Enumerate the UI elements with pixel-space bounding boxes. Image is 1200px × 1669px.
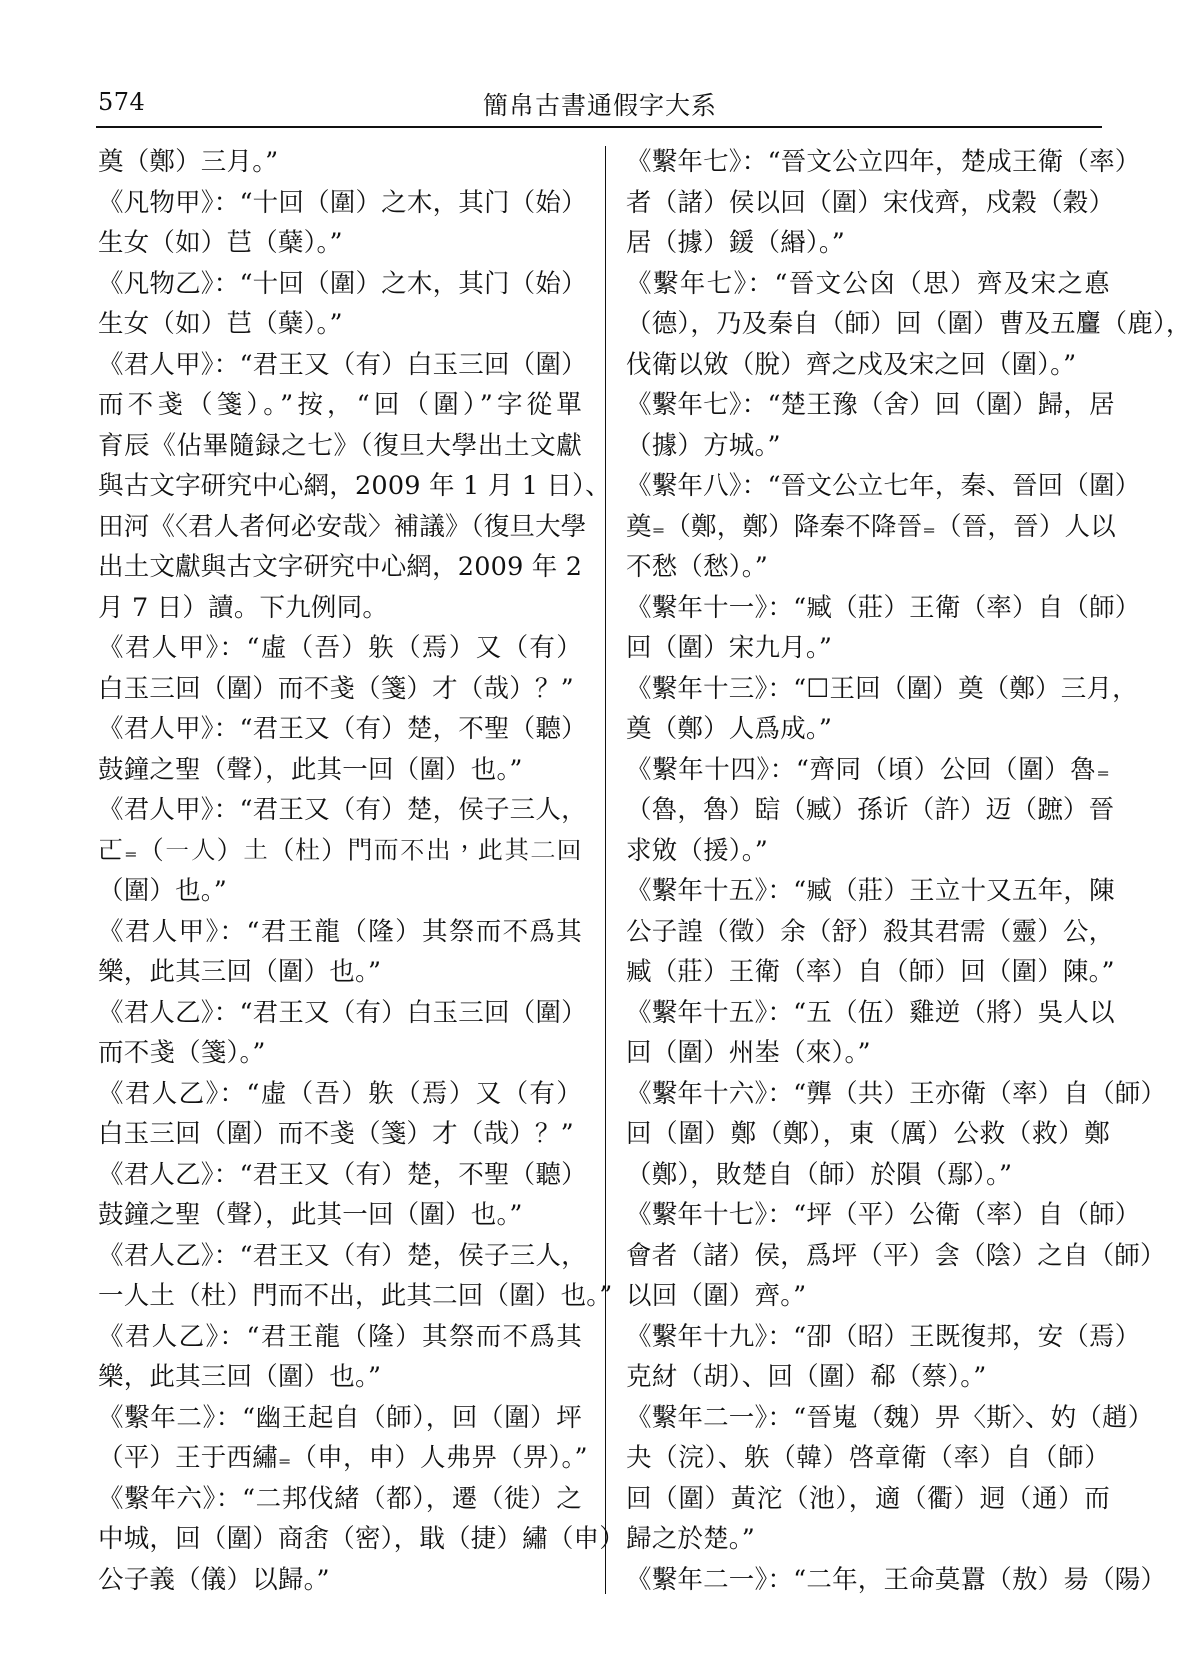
text-line: 奠₌（鄭，鄭）降秦不降晉₌（晉，晉）人以 <box>626 511 1116 542</box>
text-line: 白玉三回（圍）而不戔（箋）才（哉）？” <box>98 1119 574 1149</box>
text-line: 《繫年七》：“楚王豫（舍）回（圍）歸，居 <box>626 390 1115 420</box>
text-line: 月 7 日）讀。下九例同。 <box>98 592 389 623</box>
text-line: 鼓鐘之聖（聲），此其一回（圍）也。” <box>98 754 523 785</box>
right-column <box>626 142 1192 1600</box>
text-line: 《君人甲》：“君王又（有）楚，侯子三人， <box>98 795 587 825</box>
text-line: 育辰《佔畢隨録之七》（復旦大學出土文獻 <box>98 430 582 461</box>
text-line: 中城，回（圍）商峹（密），戢（捷）繡（申） <box>98 1524 625 1554</box>
text-line: （圍）也。” <box>98 876 227 906</box>
text-line: 公子諻（徵）余（舒）殺其君需（靈）公， <box>626 916 1115 947</box>
text-line: 《君人乙》：“君王龍（隆）其祭而不爲其 <box>98 1321 582 1352</box>
text-line: 《君人乙》：“虛（吾）䠶（焉）又（有） <box>98 1078 582 1109</box>
text-line: 而不戔（箋）。” <box>98 1038 266 1068</box>
text-line: 奠（鄭）人爲成。” <box>626 714 833 744</box>
text-line: 《繫年十四》：“齊同（頃）公回（圍）魯₌ <box>626 754 1110 785</box>
text-line: 《君人乙》：“君王又（有）楚，侯子三人， <box>98 1240 587 1271</box>
text-line: 樂，此其三回（圍）也。” <box>98 1362 382 1392</box>
text-line: 一人土（杜）門而不出，此其二回（圍）也。” <box>98 1281 613 1311</box>
text-line: 生女（如）𦬊（蘖）。” <box>98 228 343 258</box>
text-line: 樂，此其三回（圍）也。” <box>98 957 382 987</box>
text-line: 鼓鐘之聖（聲），此其一回（圍）也。” <box>98 1200 523 1230</box>
text-line: 《君人甲》：“君王又（有）白玉三回（圍） <box>98 349 587 380</box>
text-line: 公子義（儀）以歸。” <box>98 1564 330 1595</box>
text-line: 《繫年十一》：“臧（莊）王衛（率）自（師） <box>626 592 1141 623</box>
text-line: 居（據）鍰（緡）。” <box>626 228 846 258</box>
text-line: 不愁（愁）。” <box>626 552 768 582</box>
text-line: 田河《〈君人者何必安哉〉補議》（復旦大學 <box>98 511 587 542</box>
text-line: 臧（莊）王衛（率）自（師）回（圍）陳。” <box>626 957 1115 987</box>
text-line: 《君人甲》：“君王又（有）楚，不聖（聽） <box>98 714 587 744</box>
text-line: 《君人乙》：“君王又（有）楚，不聖（聽） <box>98 1159 587 1190</box>
text-line: （鄭），敗楚自（師）於隕（鄢）。” <box>626 1159 1013 1190</box>
text-line: 《繫年八》：“晉文公立七年，秦、晉回（圍） <box>626 471 1141 501</box>
text-line: 《繫年七》：“晉文公立四年，楚成王衛（率） <box>626 147 1141 177</box>
text-line: 克䊷（胡）、回（圍）郗（蔡）。” <box>626 1362 987 1392</box>
text-line: 伐衛以敓（脫）齊之戍及宋之回（圍）。” <box>626 349 1077 380</box>
text-line: 而不戔（箋）。”按，“回（圍）”字從單 <box>98 390 582 420</box>
text-line: 會者（諸）侯，爲坪（平）侌（陰）之自（師） <box>626 1240 1166 1271</box>
text-line: 《君人甲》：“虛（吾）䠶（焉）又（有） <box>98 633 582 663</box>
text-line: 《君人乙》：“君王又（有）白玉三回（圍） <box>98 997 587 1028</box>
text-line: 回（圍）宋九月。” <box>626 633 833 663</box>
text-line: 夬（浣）、䠶（韓）啓章衛（率）自（師） <box>626 1443 1110 1473</box>
text-line: （德），乃及秦自（師）回（圍）曹及五麠（鹿）， <box>626 309 1192 339</box>
running-title: 簡帛古書通假字大系 <box>482 91 717 120</box>
text-line: 《繫年二》：“幽王起自（師），回（圍）坪 <box>98 1402 582 1433</box>
text-line: 《繫年十七》：“坪（平）公衛（率）自（師） <box>626 1200 1141 1230</box>
text-line: 《繫年十五》：“臧（莊）王立十又五年，陳 <box>626 876 1115 906</box>
text-line: 《君人甲》：“君王龍（隆）其祭而不爲其 <box>98 916 582 947</box>
text-line: 𠀀₌（一人）土（杜）門而不出，此其二回 <box>98 835 582 866</box>
text-line: 《凡物甲》：“十回（圍）之木，其门（始） <box>98 187 587 218</box>
text-line: 《凡物乙》：“十回（圍）之木，其门（始） <box>98 268 587 299</box>
text-line: 《繫年二一》：“晉嵬（魏）畀〈斯〉、妁（趙） <box>626 1402 1154 1433</box>
text-line: 以回（圍）齊。” <box>626 1281 807 1311</box>
text-line: 生女（如）𦬊（蘖）。” <box>98 309 343 339</box>
text-line: 《繫年十九》：“卲（昭）王既復邦，安（焉） <box>626 1321 1141 1352</box>
text-line: 《繫年二一》：“二年，王命莫囂（敖）昜（陽） <box>626 1564 1167 1595</box>
text-line: 回（圍）黃沱（池），適（衢）迵（通）而 <box>626 1483 1110 1514</box>
text-line: 《繫年十五》：“五（伍）雞逆（將）吳人以 <box>626 997 1115 1028</box>
text-line: 《繫年十三》：“☐王回（圍）奠（鄭）三月， <box>626 673 1138 704</box>
text-line: 與古文字研究中心網，2009 年 1 月 1 日）、 <box>98 471 611 501</box>
text-line: （據）方城。” <box>626 430 781 461</box>
text-line: 歸之於楚。” <box>626 1524 755 1554</box>
text-line: （魯，魯）䛗（臧）孫䜣（許）迈（蹠）晉 <box>626 795 1115 825</box>
text-line: 《繫年十六》：“龏（共）王亦衛（率）自（師） <box>626 1078 1167 1109</box>
text-line: 回（圍）州峚（來）。” <box>626 1038 871 1068</box>
page-number: 574 <box>98 88 146 116</box>
text-line: （平）王于西繡₌（申，申）人弗畀（畀）。” <box>98 1443 588 1473</box>
text-line: 出土文獻與古文字研究中心網，2009 年 2 <box>98 552 583 582</box>
header-rule <box>96 126 1102 128</box>
text-line: 《繫年七》：“晉文公囟（思）齊及宋之悳 <box>626 268 1110 299</box>
left-column <box>98 142 625 1600</box>
text-line: 《繫年六》：“二邦伐緒（都），遷（徙）之 <box>98 1483 582 1514</box>
text-line: 奠（鄭）三月。” <box>98 147 279 177</box>
text-line: 白玉三回（圍）而不戔（箋）才（哉）？” <box>98 673 574 704</box>
text-line: 回（圍）鄭（鄭），東（厲）公救（救）鄭 <box>626 1119 1110 1149</box>
text-line: 者（諸）侯以回（圍）宋伐齊，戍穀（穀） <box>626 187 1115 218</box>
text-line: 求敓（援）。” <box>626 835 768 866</box>
column-divider <box>605 146 606 1594</box>
